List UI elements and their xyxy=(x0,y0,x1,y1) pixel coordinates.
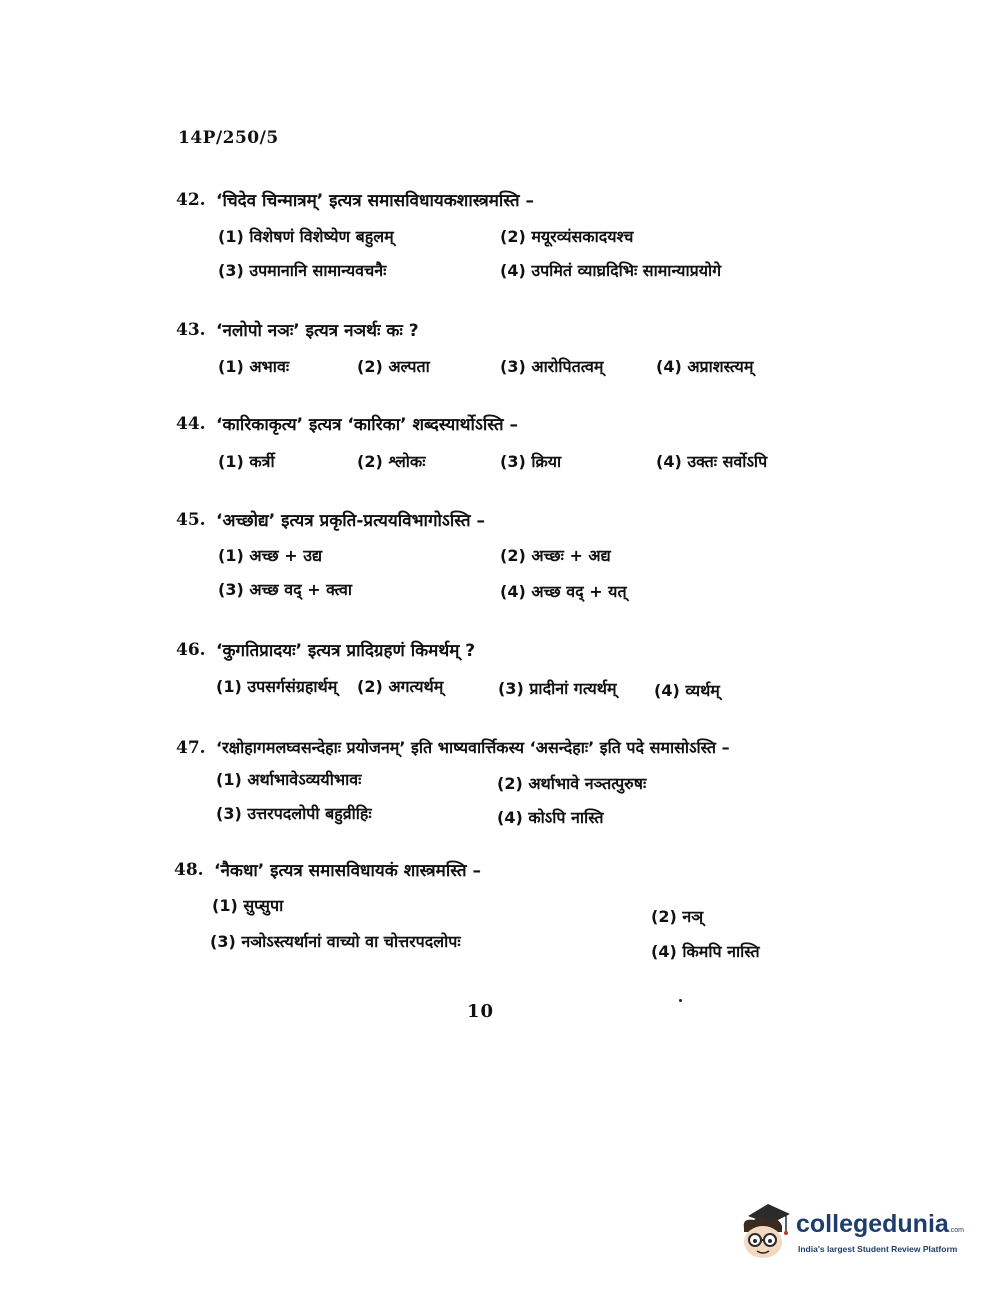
collegedunia-watermark xyxy=(738,1198,963,1268)
question-text: ‘कुगतिप्रादयः’ इत्यत्र प्रादिग्रहणं किमर्थम् ? xyxy=(216,641,476,661)
option-4: (4) व्यर्थम् xyxy=(654,681,720,700)
option-3: (3) प्रादीनां गत्यर्थम् xyxy=(498,679,617,698)
question-number: 47. xyxy=(176,738,206,758)
option-4: (4) कोऽपि नास्ति xyxy=(497,808,604,827)
option-2: (2) अर्थाभावे नञ्तत्पुरुषः xyxy=(497,774,647,793)
question-number: 45. xyxy=(176,510,206,530)
option-1: (1) अच्छ + उद्य xyxy=(218,546,323,565)
mascot-icon xyxy=(738,1198,796,1268)
option-3: (3) आरोपितत्वम् xyxy=(500,357,604,376)
option-4: (4) अच्छ वद् + यत् xyxy=(500,582,627,601)
option-4: (4) उपमितं व्याघ्रदिभिः सामान्याप्रयोगे xyxy=(500,261,722,280)
option-1: (1) विशेषणं विशेष्येण बहुलम् xyxy=(218,227,394,246)
question-text: ‘चिदेव चिन्मात्रम्’ इत्यत्र समासविधायकशास्त्रमस्ति – xyxy=(216,191,535,211)
brand-name: collegedunia.com xyxy=(796,1210,964,1238)
option-2: (2) अच्छः + अद्य xyxy=(500,546,611,565)
question-text: ‘कारिकाकृत्य’ इत्यत्र ‘कारिका’ शब्दस्यार्थोऽस्ति – xyxy=(216,415,518,435)
option-2: (2) श्लोकः xyxy=(357,452,426,471)
question-number: 43. xyxy=(176,320,206,340)
option-1: (1) कर्त्री xyxy=(218,452,275,471)
option-1: (1) अभावः xyxy=(218,357,290,376)
option-2: (2) मयूरव्यंसकादयश्च xyxy=(500,227,634,246)
question-number: 48. xyxy=(174,860,204,880)
question-number: 46. xyxy=(176,640,206,660)
option-3: (3) उपमानानि सामान्यवचनैः xyxy=(218,261,387,280)
option-2: (2) अल्पता xyxy=(357,357,430,376)
paper-code: 14P/250/5 xyxy=(178,128,279,148)
brand-tagline: India's largest Student Review Platform xyxy=(798,1244,958,1254)
option-3: (3) अच्छ वद् + क्त्वा xyxy=(218,580,353,599)
question-text: ‘नलोपो नञः’ इत्यत्र नञर्थः कः ? xyxy=(216,321,419,341)
option-1: (1) सुप्सुपा xyxy=(212,896,284,915)
option-3: (3) क्रिया xyxy=(500,452,562,471)
question-number: 42. xyxy=(176,190,206,210)
option-1: (1) अर्थाभावेऽव्ययीभावः xyxy=(216,770,362,789)
question-text: ‘अच्छोद्य’ इत्यत्र प्रकृति-प्रत्ययविभागोऽस्ति – xyxy=(216,511,485,531)
option-1: (1) उपसर्गसंग्रहार्थम् xyxy=(216,677,338,696)
option-3: (3) उत्तरपदलोपी बहुव्रीहिः xyxy=(216,804,372,823)
option-4: (4) उक्तः सर्वोऽपि xyxy=(656,452,768,471)
question-text: ‘नैकधा’ इत्यत्र समासविधायकं शास्त्रमस्ति – xyxy=(214,861,481,881)
question-number: 44. xyxy=(176,414,206,434)
option-4: (4) अप्राशस्त्यम् xyxy=(656,357,754,376)
option-2: (2) अगत्यर्थम् xyxy=(357,677,444,696)
option-3: (3) नञोऽस्त्यर्थानां वाच्यो वा चोत्तरपदलोपः xyxy=(210,932,461,951)
option-4: (4) किमपि नास्ति xyxy=(651,942,760,961)
stray-mark xyxy=(679,999,682,1002)
question-text: ‘रक्षोहागमलघ्वसन्देहाः प्रयोजनम्’ इति भाष्यवार्त्तिकस्य ‘असन्देहाः’ इति पदे समासोऽस्ति – xyxy=(216,738,730,757)
option-2: (2) नञ् xyxy=(651,907,704,926)
page-number: 10 xyxy=(467,1001,495,1022)
